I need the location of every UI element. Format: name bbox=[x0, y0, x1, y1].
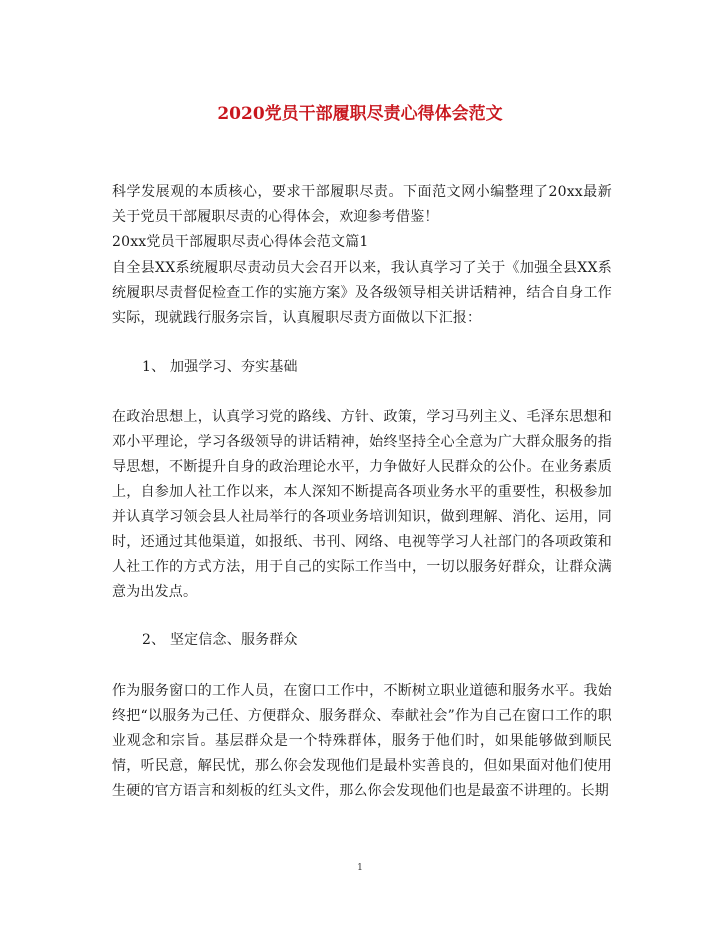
intro-paragraph: 科学发展观的本质核心，要求干部履职尽责。下面范文网小编整理了20xx最新关于党员干部履职尽责的心得体会，欢迎参考借鉴！ bbox=[112, 184, 612, 225]
section-heading-2: 2、 坚定信念、服务群众 bbox=[142, 632, 298, 648]
section2-paragraph: 在政治思想上，认真学习党的路线、方针、政策，学习马列主义、毛泽东思想和邓小平理论，学习各级领导的讲话精神，始终坚持全心全意为广大群众服务的指导思想，不断提升自身的政治理论水平，力争做好人民群众的公仆。在业务素质上，自参加人社工作以来，本人深知不断提高各项业务水平的重要性，积极参加并认真学习领会县人社局举行的各项业务培训知识，做到理解、消化、运用，同时，还通过其他渠道，如报纸、书刊、网络、电视等学习人社部门的各项政策和人社工作的方式方法，用于自己的实际工作当中，一切以服务好群众，让群众满意为出发点。 bbox=[112, 409, 612, 600]
page-number: 1 bbox=[357, 863, 363, 873]
section3-paragraph: 作为服务窗口的工作人员，在窗口工作中，不断树立职业道德和服务水平。我始终把“以服务为己任、方便群众、服务群众、奉献社会”作为自己在窗口工作的职业观念和宗旨。基层群众是一个特殊群体，服务于他们时，如果能够做到顺民情，听民意，解民忧，那么你会发现他们是最朴实善良的，但如果面对他们使用生硬的官方语言和刻板的红头文件，那么你会发现他们也是最蛮不讲理的。长期 bbox=[112, 683, 612, 799]
article-subtitle: 20xx党员干部履职尽责心得体会范文篇1 bbox=[112, 234, 369, 250]
page-title: 2020党员干部履职尽责心得体会范文 bbox=[217, 104, 503, 124]
section1-paragraph: 自全县XX系统履职尽责动员大会召开以来，我认真学习了关于《加强全县XX系统履职尽责督促检查工作的实施方案》及各级领导相关讲话精神，结合自身工作实际，现就践行服务宗旨，认真履职尽责方面做以下汇报： bbox=[112, 260, 612, 326]
section-heading-1: 1、 加强学习、夯实基础 bbox=[142, 359, 298, 375]
